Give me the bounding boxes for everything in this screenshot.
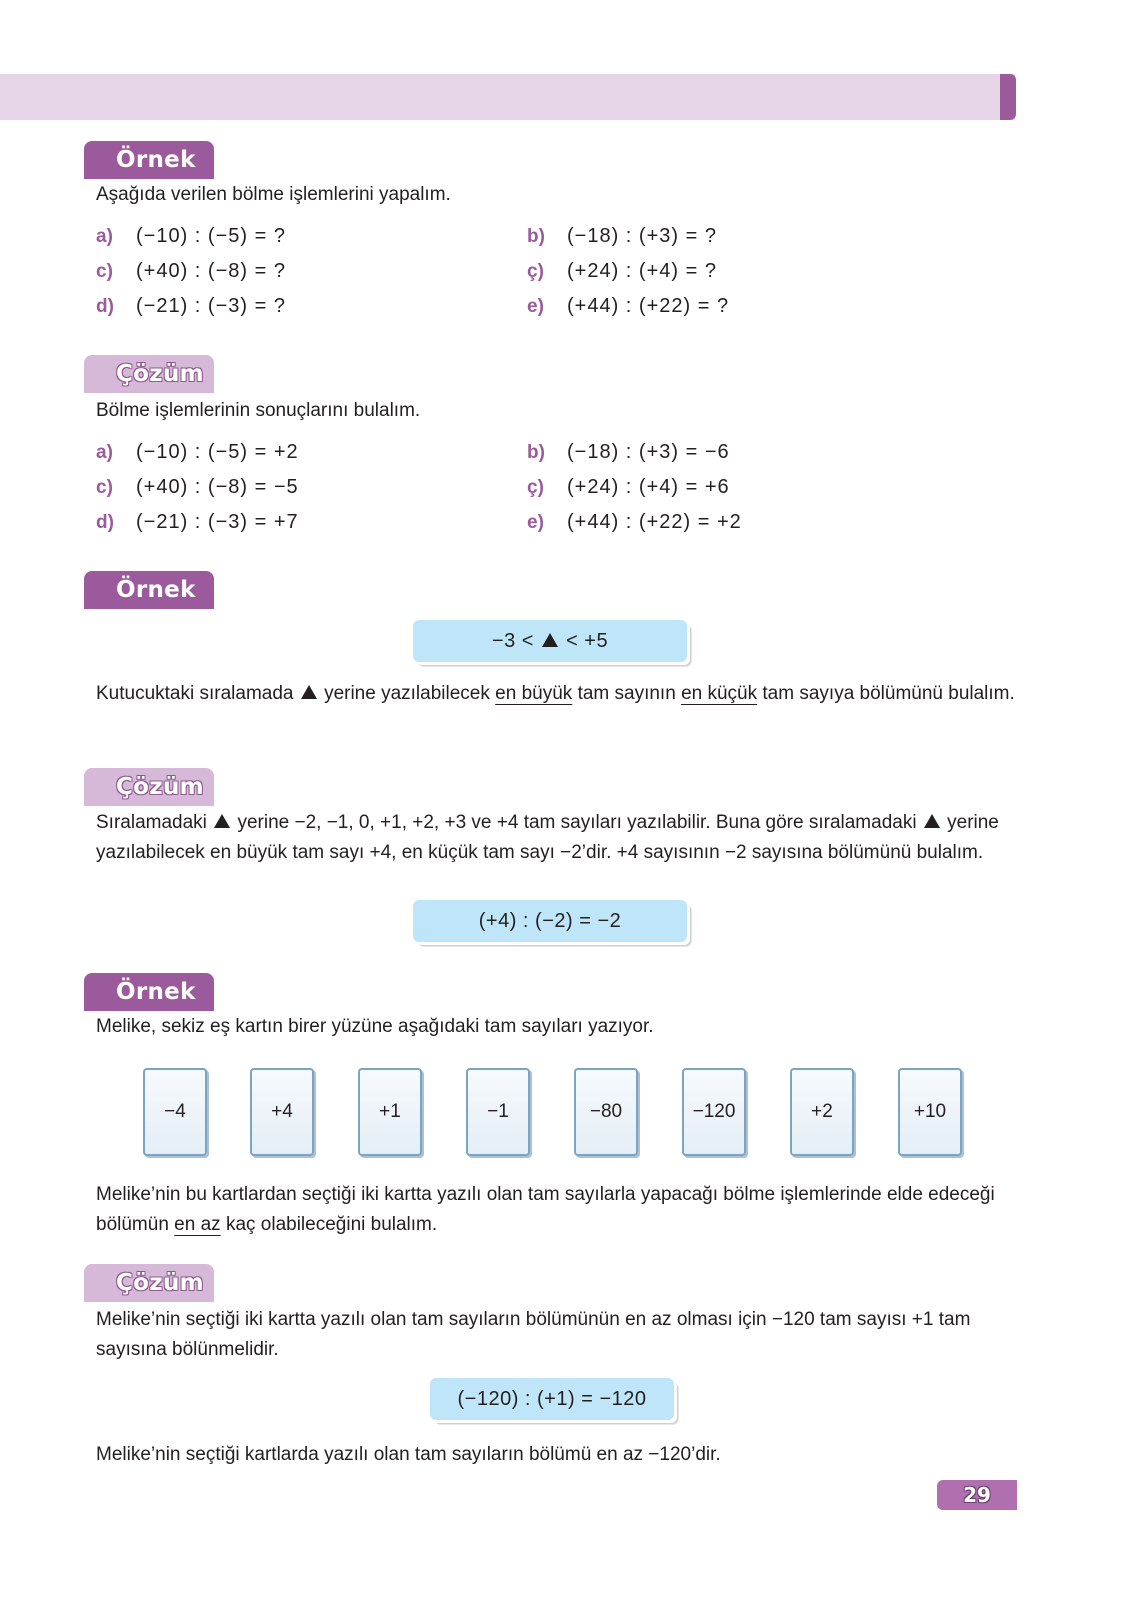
answer-expression: (+24) : (+4) = +6 [567, 476, 730, 498]
triangle-icon [301, 685, 317, 699]
section3-intro: Melike, sekiz eş kartın birer yüzüne aşağıdaki tam sayıları yazıyor. [96, 1016, 654, 1037]
question-text: tam sayıya bölümünü bulalım. [762, 683, 1015, 704]
answer-b [527, 441, 730, 464]
solution2-text [96, 808, 1016, 868]
answer-expression: (−18) : (+3) = −6 [567, 441, 730, 463]
underlined-phrase: en büyük [495, 683, 573, 704]
solution1-intro: Bölme işlemlerinin sonuçlarını bulalım. [96, 400, 421, 421]
number-card: −120 [682, 1068, 746, 1156]
ornek-tag: Örnek [84, 571, 214, 609]
cozum-tag: Çözüm [84, 355, 214, 393]
underlined-phrase: en az [174, 1214, 221, 1235]
solution-text: Sıralamadaki [96, 812, 207, 833]
result-box: (+4) : (−2) = −2 [413, 900, 687, 942]
problem-a [96, 225, 286, 248]
solution-text: yerine yazılabilecek en büyük tam sayı +4, en küçük tam sayı −2’dir. +4 sayısının −2 sayısına bölümünü bulalım. [96, 812, 999, 863]
solution-text: yerine −2, −1, 0, +1, +2, +3 ve +4 tam sayıları yazılabilir. Buna göre sıralamadaki [237, 812, 917, 833]
number-card: +10 [898, 1068, 962, 1156]
problem-expression: (−21) : (−3) = ? [136, 295, 286, 317]
question-text: Kutucuktaki sıralamada [96, 683, 294, 704]
inequality-right: < +5 [566, 630, 609, 652]
problem-expression: (−18) : (+3) = ? [567, 225, 717, 247]
solution3-conclusion: Melike’nin seçtiği kartlarda yazılı olan tam sayıların bölümü en az −120’dir. [96, 1444, 721, 1465]
question-text: kaç olabileceğini bulalım. [225, 1214, 438, 1235]
problem-e [527, 295, 729, 318]
header-band-tab [1000, 74, 1016, 120]
answer-label: b) [527, 442, 545, 463]
section1-intro: Aşağıda verilen bölme işlemlerini yapalım. [96, 184, 451, 205]
answer-c-cedilla [527, 476, 730, 499]
problem-label: b) [527, 226, 545, 247]
page-number: 29 [937, 1480, 1017, 1510]
problem-d [96, 295, 286, 318]
ornek-tag: Örnek [84, 141, 214, 179]
problem-c-cedilla [527, 260, 717, 283]
problem-c [96, 260, 286, 283]
answer-expression: (+44) : (+22) = +2 [567, 511, 742, 533]
answer-label: c) [96, 477, 113, 498]
section2-question [96, 679, 1016, 709]
section3-question [96, 1180, 1016, 1240]
answer-label: a) [96, 442, 113, 463]
answer-label: ç) [527, 477, 544, 498]
problem-label: c) [96, 261, 113, 282]
answer-label: d) [96, 512, 114, 533]
question-text: Melike’nin bu kartlardan seçtiği iki kartta yazılı olan tam sayılarla yapacağı bölme işlemlerinde elde edeceği bölümün [96, 1184, 995, 1235]
number-card: −1 [466, 1068, 530, 1156]
header-band [0, 74, 1015, 120]
problem-expression: (+40) : (−8) = ? [136, 260, 286, 282]
question-text: yerine yazılabilecek [324, 683, 490, 704]
answer-e [527, 511, 742, 534]
problem-expression: (−10) : (−5) = ? [136, 225, 286, 247]
number-card: −4 [143, 1068, 207, 1156]
result-box: (−120) : (+1) = −120 [430, 1378, 674, 1420]
triangle-icon [214, 814, 230, 828]
number-card: +1 [358, 1068, 422, 1156]
triangle-icon [542, 633, 558, 647]
answer-expression: (−21) : (−3) = +7 [136, 511, 299, 533]
cozum-tag: Çözüm [84, 768, 214, 806]
problem-label: d) [96, 296, 114, 317]
cozum-tag: Çözüm [84, 1264, 214, 1302]
number-card: +4 [250, 1068, 314, 1156]
problem-expression: (+24) : (+4) = ? [567, 260, 717, 282]
solution3-text: Melike’nin seçtiği iki kartta yazılı olan tam sayıların bölümünün en az olması için −120 tam sayısı +1 tam sayısına bölünmelidir. [96, 1309, 971, 1360]
problem-b [527, 225, 717, 248]
answer-a [96, 441, 299, 464]
answer-expression: (−10) : (−5) = +2 [136, 441, 299, 463]
answer-expression: (+40) : (−8) = −5 [136, 476, 299, 498]
problem-label: ç) [527, 261, 544, 282]
number-card: +2 [790, 1068, 854, 1156]
problem-expression: (+44) : (+22) = ? [567, 295, 730, 317]
answer-label: e) [527, 512, 544, 533]
answer-d [96, 511, 299, 534]
answer-c [96, 476, 299, 499]
inequality-left: −3 < [491, 630, 534, 652]
triangle-icon [924, 814, 940, 828]
underlined-phrase: en küçük [681, 683, 758, 704]
ornek-tag: Örnek [84, 973, 214, 1011]
problem-label: a) [96, 226, 113, 247]
question-text: tam sayının [577, 683, 676, 704]
inequality-box [413, 620, 687, 662]
problem-label: e) [527, 296, 544, 317]
number-card: −80 [574, 1068, 638, 1156]
